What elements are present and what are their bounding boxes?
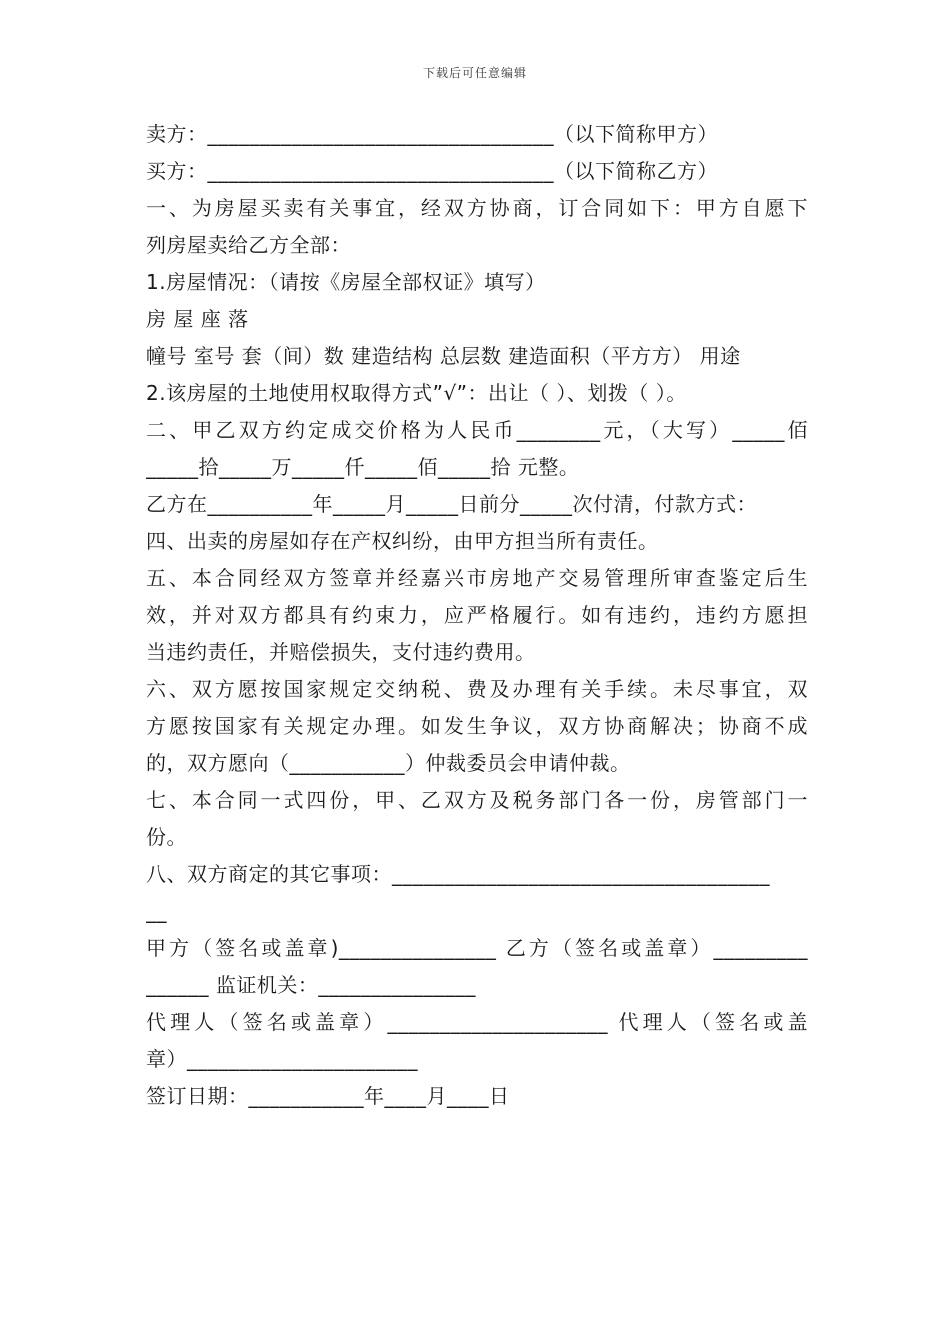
signature-line-2: ______ 监证机关：_______________ bbox=[146, 973, 476, 997]
house-fields-line: 幢号 室号 套（间）数 建造结构 总层数 建造面积（平方方） 用途 bbox=[146, 344, 741, 368]
clause-6-line-2: 方愿按国家有关规定办理。如发生争议，双方协商解决；协商不成 bbox=[146, 714, 808, 738]
signature-line-1: 甲方（签名或盖章)_______________ 乙方（签名或盖章）_________ bbox=[146, 936, 808, 960]
clause-2-line-2: _____拾_____万_____仟_____佰_____拾 元整。 bbox=[146, 455, 580, 479]
buyer-line: 买方：_________________________________（以下简称乙方） bbox=[146, 159, 718, 183]
agent-line-1: 代理人（签名或盖章）_____________________ 代理人（签名或盖 bbox=[146, 1010, 808, 1034]
clause-1-line-2: 列房屋卖给乙方全部： bbox=[146, 233, 351, 257]
clause-5-line-2: 效，并对双方都具有约束力，应严格履行。如有违约，违约方愿担 bbox=[146, 603, 808, 627]
clause-6-line-1: 六、双方愿按国家规定交纳税、费及办理有关手续。未尽事宜，双 bbox=[146, 677, 808, 701]
clause-5-line-1: 五、本合同经双方签章并经嘉兴市房地产交易管理所审查鉴定后生 bbox=[146, 566, 808, 590]
clause-8-line-2: __ bbox=[146, 899, 167, 923]
clause-1-line-1: 一、为房屋买卖有关事宜，经双方协商，订合同如下：甲方自愿下 bbox=[146, 196, 808, 220]
clause-6-line-3: 的，双方愿向（___________）仲裁委员会申请仲裁。 bbox=[146, 751, 631, 775]
clause-7-line-1: 七、本合同一式四份，甲、乙双方及税务部门各一份，房管部门一 bbox=[146, 788, 808, 812]
clause-2-line-1: 二、甲乙双方约定成交价格为人民币________元，（大写）_____佰 bbox=[146, 418, 808, 442]
seller-line: 卖方：_________________________________（以下简称甲方） bbox=[146, 122, 718, 146]
agent-line-2: 章）______________________ bbox=[146, 1047, 418, 1071]
page-header: 下载后可任意编辑 bbox=[422, 66, 527, 80]
clause-5-line-3: 当违约责任，并赔偿损失，支付违约费用。 bbox=[146, 640, 536, 664]
payment-line: 乙方在__________年_____月_____日前分_____次付清，付款方式： bbox=[146, 492, 757, 516]
house-info-line: 1.房屋情况：（请按《房屋全部权证》填写） bbox=[146, 270, 546, 294]
land-use-line: 2.该房屋的土地使用权取得方式”√”：出让（ ）、划拨（ ）。 bbox=[146, 381, 687, 405]
house-location-line: 房 屋 座 落 bbox=[146, 307, 249, 331]
signing-date-line: 签订日期：___________年____月____日 bbox=[146, 1084, 510, 1108]
clause-8-line-1: 八、双方商定的其它事项：____________________________________ bbox=[146, 862, 770, 886]
clause-7-line-2: 份。 bbox=[146, 825, 187, 849]
contract-body bbox=[146, 116, 808, 1115]
clause-4-line: 四、出卖的房屋如存在产权纠纷，由甲方担当所有责任。 bbox=[146, 529, 659, 553]
